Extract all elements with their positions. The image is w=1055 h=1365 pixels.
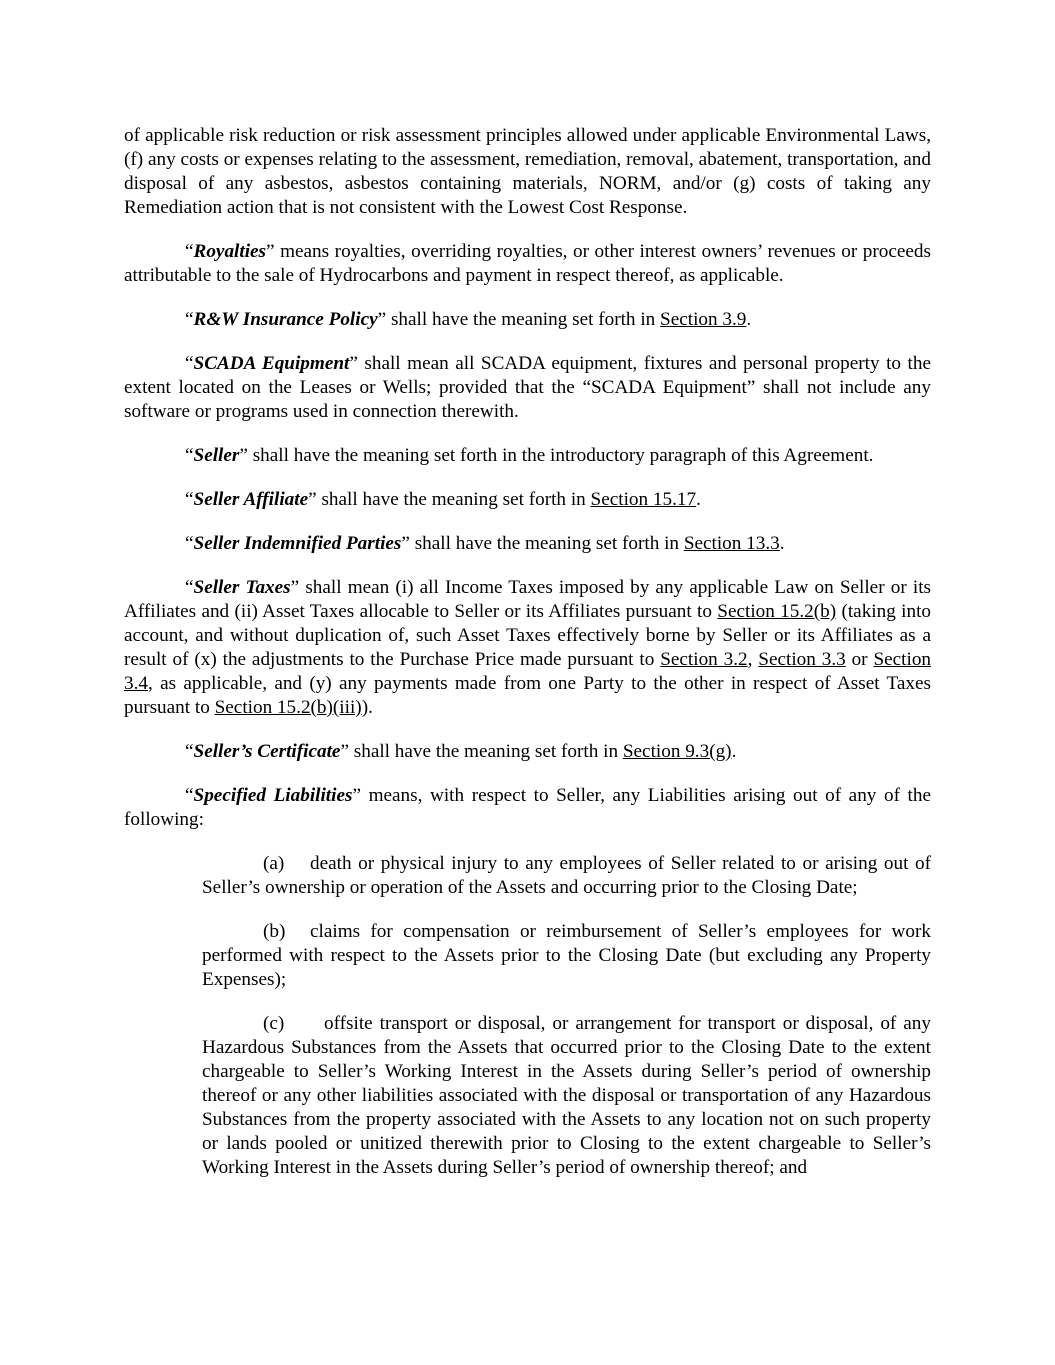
- section-reference: Section 13.3: [683, 533, 780, 554]
- definition-specified-liabilities: “Specified Liabilities” means, with respect to Seller, any Liabilities arising out of any of the following:: [124, 785, 931, 830]
- continuation-paragraph: of applicable risk reduction or risk assessment principles allowed under applicable Environmental Laws, (f) any costs or expenses relating to the assessment, remediation, removal, abatement, transportation, and disposal of any asbestos, asbestos containing materials, NORM, and/or (g) costs of taking any Remediation action that is not consistent with the Lowest Cost Response.: [124, 125, 931, 218]
- definition-text: means, with respect to Seller, any Liabilities arising out of any of the following:: [124, 785, 931, 830]
- definition-text: ).: [361, 697, 373, 718]
- definition-text: shall have the meaning set forth in: [409, 533, 684, 554]
- section-reference: Section 15.17: [590, 489, 697, 510]
- item-label: (c): [263, 1013, 285, 1034]
- definition-rw-insurance-policy: “R&W Insurance Policy” shall have the meaning set forth in Section 3.9.: [185, 309, 752, 330]
- item-text: claims for compensation or reimbursement of Seller’s employees for work performed with respect to the Assets prior to the Closing Date (but excluding any Property Expenses);: [202, 921, 931, 990]
- definition-text: , as applicable, and (y) any payments made from one Party to the other in respect of Asset Taxes pursuant to: [124, 673, 931, 718]
- definition-royalties: “Royalties” means royalties, overriding royalties, or other interest owners’ revenues or proceeds attributable to the sale of Hydrocarbons and payment in respect thereof, as applicable.: [124, 241, 931, 286]
- defined-term: Seller Taxes: [193, 577, 291, 598]
- section-reference: Section 3.2: [660, 649, 748, 670]
- list-item-b: [202, 920, 931, 992]
- definition-text: shall have the meaning set forth in: [316, 489, 591, 510]
- document-page: [124, 124, 931, 1180]
- list-item-a: [202, 852, 931, 900]
- definition-scada-equipment: “SCADA Equipment” shall mean all SCADA equipment, fixtures and personal property to the extent located on the Leases or Wells; provided that the “SCADA Equipment” shall not include any software or programs used in connection therewith.: [124, 353, 931, 422]
- section-reference: Section 9.3(g): [622, 741, 732, 762]
- definition-seller: “Seller” shall have the meaning set forth in the introductory paragraph of this Agreement.: [185, 445, 874, 466]
- definition-text: ,: [747, 649, 759, 670]
- item-text: offsite transport or disposal, or arrangement for transport or disposal, of any Hazardous Substances from the Assets that occurred prior to the Closing Date to the extent chargeable to Seller’s Working Interest in the Assets during Seller’s period of ownership thereof or any other liabilities associated with the disposal or transportation of any Hazardous Substances from the property associated with the Assets to any location not on such property or lands pooled or unitized therewith prior to Closing to the extent chargeable to Seller’s Working Interest in the Assets during Seller’s period of ownership thereof; and: [202, 1013, 931, 1178]
- section-reference: Section 3.4: [124, 649, 932, 694]
- definition-text: shall mean (i) all Income Taxes imposed by any applicable Law on Seller or its Affiliates and (ii) Asset Taxes allocable to Seller or its Affiliates pursuant to: [124, 577, 931, 622]
- defined-term: Specified Liabilities: [193, 785, 353, 806]
- defined-term: Seller’s Certificate: [193, 741, 341, 762]
- definition-sellers-certificate: “Seller’s Certificate” shall have the meaning set forth in Section 9.3(g).: [185, 741, 737, 762]
- definition-text: or: [845, 649, 874, 670]
- defined-term: Royalties: [193, 241, 267, 262]
- defined-term: Seller Affiliate: [193, 489, 309, 510]
- defined-term: R&W Insurance Policy: [193, 309, 378, 330]
- defined-term: Seller Indemnified Parties: [193, 533, 402, 554]
- definition-text: shall have the meaning set forth in: [386, 309, 661, 330]
- item-label: (a): [263, 853, 285, 874]
- defined-term: Seller: [193, 445, 240, 466]
- definition-text: shall mean all SCADA equipment, fixtures and personal property to the extent located on the Leases or Wells; provided that the “SCADA Equipment” shall not include any software or programs used in connection therewith.: [124, 353, 931, 422]
- section-reference: Section 3.9: [660, 309, 747, 330]
- definition-seller-indemnified-parties: “Seller Indemnified Parties” shall have the meaning set forth in Section 13.3.: [185, 533, 785, 554]
- definition-text: shall have the meaning set forth in the introductory paragraph of this Agreement.: [247, 445, 874, 466]
- definition-seller-taxes: “Seller Taxes” shall mean (i) all Income Taxes imposed by any applicable Law on Seller or its Affiliates and (ii) Asset Taxes allocable to Seller or its Affiliates pursuant to Section 15.2(b) (taking into account, and without duplication of, such Asset Taxes effectively borne by Seller or its Affiliates as a result of (x) the adjustments to the Purchase Price made pursuant to Section 3.2, Section 3.3 or Section 3.4, as applicable, and (y) any payments made from one Party to the other in respect of Asset Taxes pursuant to Section 15.2(b)(iii)).: [124, 577, 932, 718]
- definition-text: shall have the meaning set forth in: [348, 741, 623, 762]
- section-reference: Section 15.2(b): [717, 601, 837, 622]
- item-text: death or physical injury to any employees of Seller related to or arising out of Seller’s ownership or operation of the Assets and occurring prior to the Closing Date;: [202, 853, 931, 898]
- section-reference: Section 15.2(b)(iii): [214, 697, 362, 718]
- definition-seller-affiliate: “Seller Affiliate” shall have the meaning set forth in Section 15.17.: [185, 489, 701, 510]
- defined-term: SCADA Equipment: [193, 353, 350, 374]
- definition-text: means royalties, overriding royalties, or other interest owners’ revenues or proceeds attributable to the sale of Hydrocarbons and payment in respect thereof, as applicable.: [124, 241, 931, 286]
- section-reference: Section 3.3: [758, 649, 846, 670]
- list-item-c: [202, 1012, 931, 1180]
- item-label: (b): [263, 921, 286, 942]
- definition-text: (taking into account, and without duplication of, such Asset Taxes effectively borne by Seller or its Affiliates as a result of (x) the adjustments to the Purchase Price made pursuant to: [124, 601, 931, 670]
